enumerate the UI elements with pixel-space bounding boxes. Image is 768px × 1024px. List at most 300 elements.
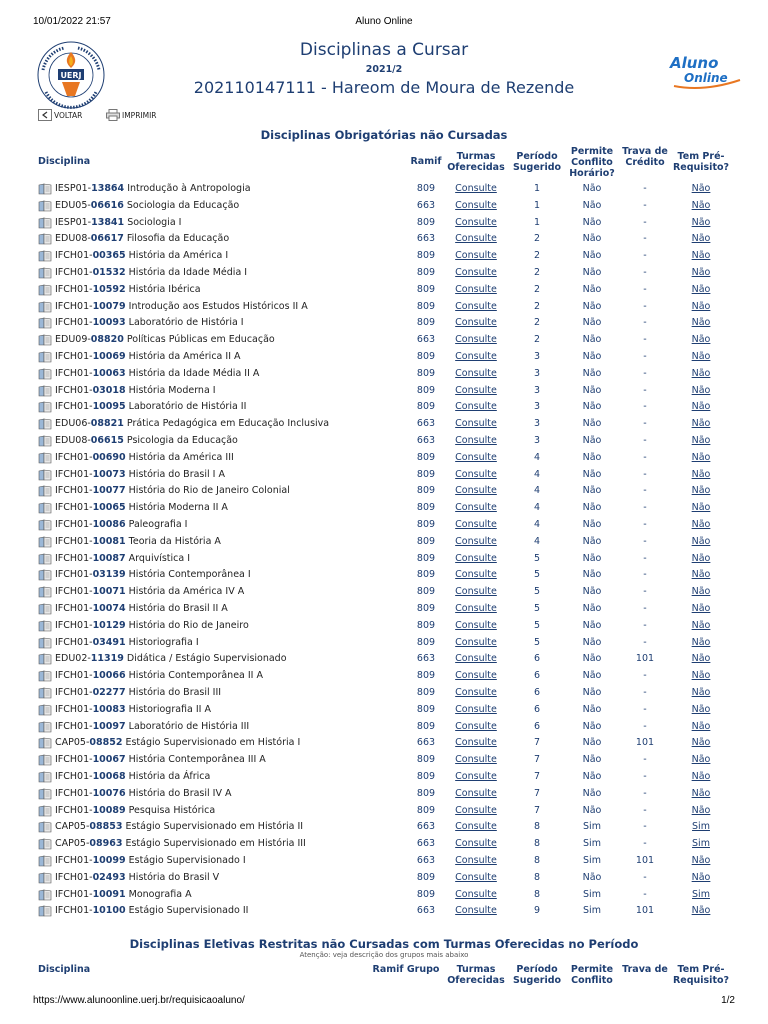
- discipline-prefix: CAP05-: [55, 838, 90, 850]
- conflito-cell: Não: [582, 871, 602, 883]
- ramif-cell: 809: [416, 687, 436, 698]
- discipline-prefix: EDU06-: [55, 418, 91, 430]
- discipline-name: Historiografia II A: [128, 703, 211, 715]
- printer-icon: [106, 109, 120, 121]
- discipline-prefix: IESP01-: [55, 183, 92, 194]
- trava-cell: -: [643, 535, 647, 547]
- discipline-prefix: EDU09-: [55, 334, 91, 346]
- prerequisito-link[interactable]: Não: [691, 367, 711, 379]
- consulte-link[interactable]: Consulte: [455, 855, 497, 866]
- discipline-book-icon: [38, 721, 52, 733]
- table-row: [0, 635, 768, 652]
- trava-cell: -: [643, 603, 647, 614]
- discipline-cell: [55, 651, 287, 668]
- periodo-cell: 2: [533, 300, 541, 312]
- consulte-link[interactable]: Consulte: [455, 603, 497, 614]
- consulte-link[interactable]: Consulte: [455, 687, 497, 698]
- discipline-cell: [55, 836, 306, 853]
- consulte-link[interactable]: Consulte: [455, 838, 497, 850]
- discipline-book-icon: [38, 418, 52, 430]
- consulte-link[interactable]: Consulte: [455, 821, 497, 833]
- discipline-code: 10065: [92, 502, 126, 514]
- ramif-cell: 663: [416, 418, 436, 430]
- discipline-code: 10071: [92, 586, 126, 598]
- discipline-code: 10097: [92, 720, 126, 732]
- table-row: [0, 853, 768, 870]
- prerequisito-link[interactable]: Não: [691, 199, 711, 211]
- discipline-name: Arquivística I: [128, 552, 191, 564]
- conflito-cell: Não: [582, 653, 602, 665]
- trava-cell: -: [643, 468, 647, 480]
- trava-cell: -: [643, 418, 647, 430]
- ramif-cell: 809: [416, 754, 436, 766]
- consulte-link[interactable]: Consulte: [455, 720, 497, 732]
- discipline-code: 08821: [90, 418, 124, 430]
- trava-cell: -: [643, 351, 647, 362]
- conflito-cell: Não: [582, 636, 602, 648]
- trava-cell: -: [643, 636, 647, 648]
- discipline-name: Psicologia da Educação: [126, 435, 238, 446]
- prerequisito-link[interactable]: Não: [691, 233, 711, 245]
- table-row: [0, 651, 768, 668]
- prerequisito-link[interactable]: Não: [691, 267, 711, 278]
- consulte-link[interactable]: Consulte: [455, 351, 497, 362]
- consulte-link[interactable]: Consulte: [455, 283, 497, 295]
- discipline-prefix: IFCH01-: [55, 619, 93, 631]
- discipline-prefix: IFCH01-: [55, 519, 93, 530]
- periodo-cell: 3: [533, 351, 541, 362]
- prerequisito-link[interactable]: Não: [691, 250, 711, 262]
- table-row: [0, 517, 768, 534]
- col-disciplina: Disciplina: [38, 964, 91, 975]
- consulte-link[interactable]: Consulte: [455, 485, 497, 497]
- discipline-cell: [55, 551, 190, 568]
- conflito-cell: Não: [582, 771, 602, 782]
- consulte-link[interactable]: Consulte: [455, 653, 497, 665]
- ramif-cell: 809: [416, 535, 436, 547]
- discipline-book-icon: [38, 301, 52, 313]
- discipline-name: Monografia A: [128, 888, 192, 900]
- discipline-name: História Contemporânea II A: [128, 670, 264, 682]
- prerequisito-link[interactable]: Não: [691, 754, 711, 766]
- conflito-cell: Não: [582, 367, 602, 379]
- ramif-cell: 663: [416, 821, 436, 833]
- consulte-link[interactable]: Consulte: [455, 535, 497, 547]
- discipline-name: História Moderna I: [128, 384, 216, 396]
- periodo-cell: 6: [533, 670, 541, 682]
- discipline-code: 10066: [92, 670, 126, 682]
- seal-text: UERJ: [60, 71, 82, 80]
- consulte-link[interactable]: Consulte: [455, 619, 497, 631]
- conflito-cell: Não: [582, 317, 602, 329]
- conflito-cell: Não: [582, 754, 602, 766]
- discipline-prefix: IFCH01-: [55, 888, 93, 900]
- ramif-cell: 663: [416, 199, 436, 211]
- periodo-cell: 2: [533, 334, 541, 346]
- conflito-cell: Não: [582, 619, 602, 631]
- ramif-cell: 663: [416, 855, 436, 866]
- discipline-cell: [55, 534, 221, 551]
- consulte-link[interactable]: Consulte: [455, 804, 497, 816]
- discipline-prefix: EDU02-: [55, 653, 91, 665]
- page-title: Disciplinas a Cursar: [299, 40, 469, 60]
- discipline-book-icon: [38, 553, 52, 565]
- discipline-prefix: IFCH01-: [55, 905, 93, 917]
- discipline-book-icon: [38, 821, 52, 833]
- conflito-cell: Não: [582, 569, 602, 581]
- table-row: [0, 383, 768, 400]
- consulte-link[interactable]: Consulte: [455, 250, 497, 262]
- discipline-code: 02277: [92, 687, 126, 698]
- ramif-cell: 809: [416, 787, 436, 799]
- prerequisito-link[interactable]: Não: [691, 804, 711, 816]
- trava-cell: -: [643, 619, 647, 631]
- trava-cell: -: [643, 367, 647, 379]
- prerequisito-link[interactable]: Não: [691, 603, 711, 614]
- discipline-cell: [55, 315, 244, 332]
- prerequisito-link[interactable]: Sim: [692, 821, 710, 833]
- discipline-prefix: IFCH01-: [55, 367, 93, 379]
- prerequisito-link[interactable]: Sim: [692, 838, 710, 850]
- discipline-name: Laboratório de História I: [128, 317, 244, 329]
- discipline-cell: [55, 685, 221, 702]
- prerequisito-link[interactable]: Não: [691, 300, 711, 312]
- print-url: https://www.alunoonline.uerj.br/requisicaoaluno/: [33, 995, 245, 1006]
- consulte-link[interactable]: Consulte: [455, 502, 497, 514]
- discipline-book-icon: [38, 653, 52, 665]
- prerequisito-link[interactable]: Não: [691, 317, 711, 329]
- trava-cell: -: [643, 384, 647, 396]
- table-row: [0, 803, 768, 820]
- prerequisito-link[interactable]: Não: [691, 535, 711, 547]
- discipline-book-icon: [38, 603, 52, 615]
- conflito-cell: Não: [582, 351, 602, 362]
- col-turmas: Turmas Oferecidas: [447, 964, 505, 986]
- discipline-book-icon: [38, 217, 52, 229]
- consulte-link[interactable]: Consulte: [455, 468, 497, 480]
- periodo-cell: 3: [533, 401, 541, 413]
- discipline-name: Historiografia I: [128, 636, 199, 648]
- consulte-link[interactable]: Consulte: [455, 267, 497, 278]
- prerequisito-link[interactable]: Não: [691, 569, 711, 581]
- consulte-link[interactable]: Consulte: [455, 888, 497, 900]
- discipline-code: 10095: [92, 401, 126, 413]
- discipline-prefix: EDU08-: [55, 435, 91, 446]
- ramif-cell: 809: [416, 619, 436, 631]
- table-row: [0, 567, 768, 584]
- prerequisito-link[interactable]: Não: [691, 737, 711, 749]
- prerequisito-link[interactable]: Não: [691, 720, 711, 732]
- consulte-link[interactable]: Consulte: [455, 435, 497, 446]
- consulte-link[interactable]: Consulte: [455, 233, 497, 245]
- prerequisito-link[interactable]: Não: [691, 485, 711, 497]
- print-datetime: 10/01/2022 21:57: [33, 16, 111, 27]
- periodo-cell: 3: [533, 435, 541, 446]
- table-row: [0, 315, 768, 332]
- periodo-cell: 5: [533, 636, 541, 648]
- conflito-cell: Não: [582, 418, 602, 430]
- prerequisito-link[interactable]: Não: [691, 653, 711, 665]
- periodo-cell: 6: [533, 720, 541, 732]
- consulte-link[interactable]: Consulte: [455, 300, 497, 312]
- discipline-book-icon: [38, 267, 52, 279]
- discipline-book-icon: [38, 334, 52, 346]
- conflito-cell: Não: [582, 519, 602, 530]
- voltar-button[interactable]: [38, 108, 82, 122]
- discipline-code: 08820: [90, 334, 124, 346]
- discipline-cell: [55, 467, 225, 484]
- prerequisito-link[interactable]: Sim: [692, 888, 710, 900]
- consulte-link[interactable]: Consulte: [455, 183, 497, 194]
- discipline-prefix: EDU05-: [55, 199, 91, 211]
- col-ramif-grupo: Ramif Grupo: [372, 964, 440, 975]
- trava-cell: 101: [635, 855, 655, 866]
- consulte-link[interactable]: Consulte: [455, 552, 497, 564]
- trava-cell: -: [643, 720, 647, 732]
- discipline-book-icon: [38, 569, 52, 581]
- prerequisito-link[interactable]: Não: [691, 871, 711, 883]
- trava-cell: -: [643, 838, 647, 850]
- ramif-cell: 809: [416, 216, 436, 228]
- prerequisito-link[interactable]: Não: [691, 905, 711, 917]
- conflito-cell: Não: [582, 687, 602, 698]
- periodo-cell: 7: [533, 771, 541, 782]
- periodo-cell: 6: [533, 687, 541, 698]
- periodo-cell: 7: [533, 754, 541, 766]
- table-row: [0, 618, 768, 635]
- discipline-book-icon: [38, 754, 52, 766]
- trava-cell: -: [643, 267, 647, 278]
- conflito-cell: Sim: [583, 821, 601, 833]
- ramif-cell: 809: [416, 636, 436, 648]
- discipline-book-icon: [38, 469, 52, 481]
- discipline-cell: [55, 282, 201, 299]
- prerequisito-link[interactable]: Não: [691, 687, 711, 698]
- ramif-cell: 663: [416, 653, 436, 665]
- discipline-code: 10067: [92, 754, 126, 766]
- discipline-code: 08963: [89, 838, 123, 850]
- consulte-link[interactable]: Consulte: [455, 451, 497, 463]
- consulte-link[interactable]: Consulte: [455, 737, 497, 749]
- table-row: [0, 215, 768, 232]
- prerequisito-link[interactable]: Não: [691, 418, 711, 430]
- discipline-book-icon: [38, 905, 52, 917]
- periodo-cell: 5: [533, 552, 541, 564]
- discipline-book-icon: [38, 284, 52, 296]
- trava-cell: -: [643, 687, 647, 698]
- consulte-link[interactable]: Consulte: [455, 771, 497, 782]
- discipline-cell: [55, 786, 232, 803]
- table-row: [0, 769, 768, 786]
- discipline-book-icon: [38, 502, 52, 514]
- imprimir-button[interactable]: [106, 108, 157, 122]
- ramif-cell: 809: [416, 183, 436, 194]
- consulte-link[interactable]: Consulte: [455, 754, 497, 766]
- periodo-cell: 8: [533, 821, 541, 833]
- prerequisito-link[interactable]: Não: [691, 586, 711, 598]
- consulte-link[interactable]: Consulte: [455, 216, 497, 228]
- table-row: [0, 433, 768, 450]
- consulte-link[interactable]: Consulte: [455, 367, 497, 379]
- prerequisito-link[interactable]: Não: [691, 552, 711, 564]
- periodo-cell: 2: [533, 317, 541, 329]
- consulte-link[interactable]: Consulte: [455, 199, 497, 211]
- discipline-code: 03139: [92, 569, 126, 581]
- print-page-title: Aluno Online: [355, 16, 413, 27]
- conflito-cell: Não: [582, 586, 602, 598]
- ramif-cell: 809: [416, 502, 436, 514]
- discipline-name: História da América IV A: [128, 586, 245, 598]
- consulte-link[interactable]: Consulte: [455, 586, 497, 598]
- discipline-cell: [55, 735, 300, 752]
- prerequisito-link[interactable]: Não: [691, 384, 711, 396]
- ramif-cell: 809: [416, 367, 436, 379]
- table-row: [0, 198, 768, 215]
- discipline-cell: [55, 584, 244, 601]
- prerequisito-link[interactable]: Não: [691, 401, 711, 413]
- consulte-link[interactable]: Consulte: [455, 519, 497, 530]
- consulte-link[interactable]: Consulte: [455, 401, 497, 413]
- prerequisito-link[interactable]: Não: [691, 183, 711, 194]
- discipline-book-icon: [38, 519, 52, 531]
- trava-cell: -: [643, 771, 647, 782]
- discipline-name: Sociologia da Educação: [126, 199, 240, 211]
- conflito-cell: Não: [582, 401, 602, 413]
- consulte-link[interactable]: Consulte: [455, 787, 497, 799]
- prerequisito-link[interactable]: Não: [691, 855, 711, 866]
- discipline-cell: [55, 819, 303, 836]
- trava-cell: -: [643, 199, 647, 211]
- table-header-obrigatorias: [0, 146, 768, 186]
- col-periodo: Período Sugerido: [512, 151, 562, 173]
- discipline-prefix: IFCH01-: [55, 351, 93, 362]
- discipline-cell: [55, 231, 229, 248]
- prerequisito-link[interactable]: Não: [691, 334, 711, 346]
- periodo-cell: 6: [533, 703, 541, 715]
- discipline-code: 10076: [92, 787, 126, 799]
- discipline-book-icon: [38, 670, 52, 682]
- periodo-cell: 2: [533, 283, 541, 295]
- periodo-cell: 8: [533, 855, 541, 866]
- prerequisito-link[interactable]: Não: [691, 451, 711, 463]
- periodo-cell: 4: [533, 535, 541, 547]
- discipline-prefix: IFCH01-: [55, 754, 93, 766]
- discipline-prefix: IFCH01-: [55, 687, 93, 698]
- periodo-cell: 2: [533, 267, 541, 278]
- periodo-cell: 1: [533, 216, 541, 228]
- consulte-link[interactable]: Consulte: [455, 569, 497, 581]
- trava-cell: -: [643, 804, 647, 816]
- consulte-link[interactable]: Consulte: [455, 703, 497, 715]
- prerequisito-link[interactable]: Não: [691, 787, 711, 799]
- consulte-link[interactable]: Consulte: [455, 418, 497, 430]
- discipline-name: Didática / Estágio Supervisionado: [126, 653, 287, 665]
- prerequisito-link[interactable]: Não: [691, 670, 711, 682]
- discipline-prefix: IFCH01-: [55, 720, 93, 732]
- discipline-cell: [55, 215, 181, 232]
- trava-cell: -: [643, 502, 647, 514]
- table-row: [0, 903, 768, 920]
- periodo-cell: 2: [533, 233, 541, 245]
- prerequisito-link[interactable]: Não: [691, 283, 711, 295]
- discipline-code: 10099: [92, 855, 126, 866]
- discipline-name: Sociologia I: [127, 216, 182, 228]
- discipline-prefix: IFCH01-: [55, 569, 93, 581]
- table-row: [0, 551, 768, 568]
- discipline-cell: [55, 332, 275, 349]
- prerequisito-link[interactable]: Não: [691, 435, 711, 446]
- consulte-link[interactable]: Consulte: [455, 670, 497, 682]
- discipline-cell: [55, 248, 228, 265]
- consulte-link[interactable]: Consulte: [455, 905, 497, 917]
- prerequisito-link[interactable]: Não: [691, 619, 711, 631]
- prerequisito-link[interactable]: Não: [691, 502, 711, 514]
- discipline-name: Estágio Supervisionado II: [128, 905, 249, 917]
- consulte-link[interactable]: Consulte: [455, 384, 497, 396]
- periodo-cell: 8: [533, 871, 541, 883]
- periodo-cell: 4: [533, 519, 541, 530]
- ramif-cell: 809: [416, 804, 436, 816]
- prerequisito-link[interactable]: Não: [691, 468, 711, 480]
- ramif-cell: 809: [416, 384, 436, 396]
- discipline-name: Introdução aos Estudos Históricos II A: [128, 300, 308, 312]
- prerequisito-link[interactable]: Não: [691, 703, 711, 715]
- periodo-cell: 7: [533, 804, 541, 816]
- table-row: [0, 332, 768, 349]
- trava-cell: -: [643, 754, 647, 766]
- discipline-name: Estágio Supervisionado em História I: [125, 737, 301, 749]
- discipline-cell: [55, 769, 210, 786]
- table-row: [0, 584, 768, 601]
- prerequisito-link[interactable]: Não: [691, 771, 711, 782]
- ramif-cell: 809: [416, 703, 436, 715]
- discipline-prefix: IFCH01-: [55, 603, 93, 614]
- discipline-prefix: IFCH01-: [55, 468, 93, 480]
- discipline-name: História da Idade Média II A: [128, 367, 260, 379]
- ramif-cell: 809: [416, 871, 436, 883]
- periodo-cell: 7: [533, 787, 541, 799]
- trava-cell: -: [643, 485, 647, 497]
- discipline-code: 10073: [92, 468, 126, 480]
- consulte-link[interactable]: Consulte: [455, 636, 497, 648]
- discipline-prefix: IFCH01-: [55, 317, 93, 329]
- conflito-cell: Não: [582, 216, 602, 228]
- discipline-cell: [55, 299, 308, 316]
- discipline-code: 10069: [92, 351, 126, 362]
- discipline-book-icon: [38, 586, 52, 598]
- ramif-cell: 809: [416, 720, 436, 732]
- conflito-cell: Não: [582, 485, 602, 497]
- conflito-cell: Não: [582, 720, 602, 732]
- discipline-cell: [55, 635, 199, 652]
- ramif-cell: 809: [416, 451, 436, 463]
- consulte-link[interactable]: Consulte: [455, 871, 497, 883]
- discipline-name: Paleografia I: [128, 519, 188, 530]
- discipline-book-icon: [38, 687, 52, 699]
- prerequisito-link[interactable]: Não: [691, 216, 711, 228]
- discipline-name: Laboratório de História II: [128, 401, 247, 413]
- consulte-link[interactable]: Consulte: [455, 334, 497, 346]
- ramif-cell: 809: [416, 603, 436, 614]
- prerequisito-link[interactable]: Não: [691, 351, 711, 362]
- prerequisito-link[interactable]: Não: [691, 636, 711, 648]
- trava-cell: -: [643, 216, 647, 228]
- prerequisito-link[interactable]: Não: [691, 519, 711, 530]
- col-turmas: Turmas Oferecidas: [447, 151, 505, 173]
- col-prerequisito: Tem Pré-Requisito?: [672, 964, 730, 986]
- student-id-name: 202110147111 - Hareom de Moura de Rezende: [193, 78, 575, 97]
- consulte-link[interactable]: Consulte: [455, 317, 497, 329]
